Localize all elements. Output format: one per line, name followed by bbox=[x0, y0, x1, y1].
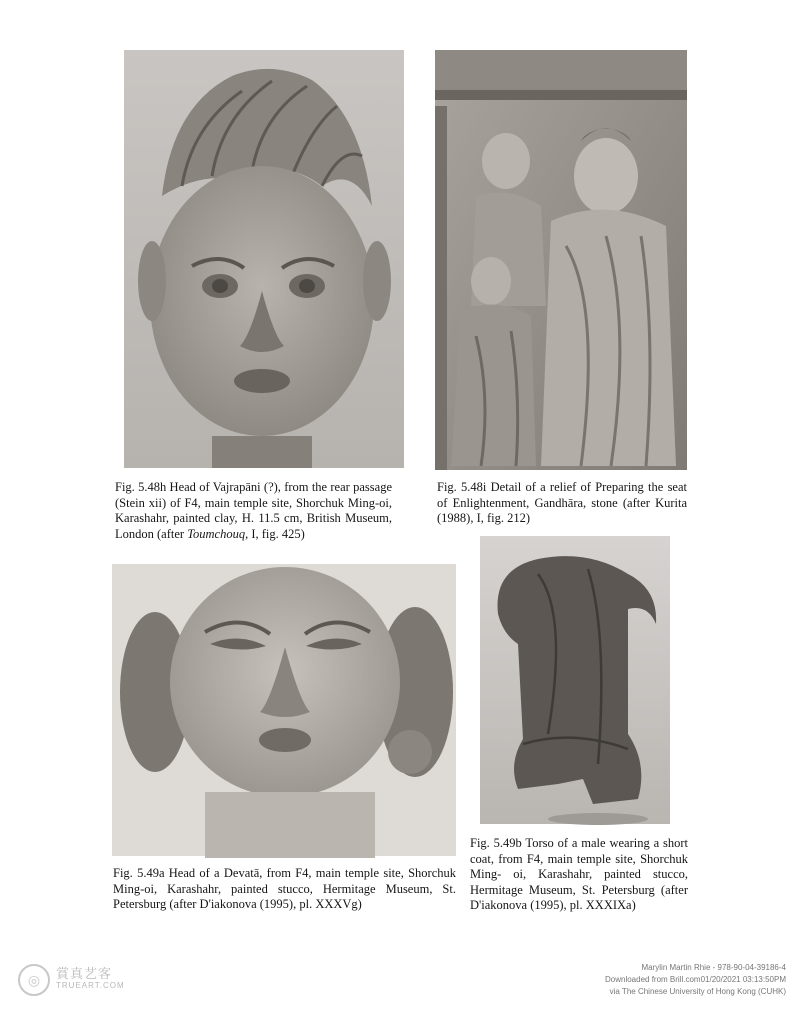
caption-fig-5-49a-text: Fig. 5.49a Head of a Devatā, from F4, main temple site, Shorchuk Ming-oi, Karashahr, painted stucco, Hermitage Museum, St. Petersburg (after D'iakonova (1995), pl. XXXVg) bbox=[113, 866, 456, 911]
photo-vajrapani-head bbox=[122, 46, 406, 470]
caption-fig-5-48i bbox=[437, 480, 687, 527]
caption-fig-5-49a bbox=[113, 866, 456, 913]
caption-fig-5-48h bbox=[115, 480, 392, 542]
male-torso-image bbox=[478, 534, 672, 826]
footer-author-isbn: Marylin Martin Rhie - 978-90-04-39186-4 bbox=[641, 963, 786, 972]
caption-fig-5-49b-text: Fig. 5.49b Torso of a male wearing a short coat, from F4, main temple site, Shorchuk Ming- oi, Karashahr, painted stucco, Hermitage Museum, St. Petersburg (after D'iakonova (1995), pl. XXXIXa) bbox=[470, 836, 688, 912]
gandhara-relief-image bbox=[431, 46, 691, 474]
devata-head-image bbox=[110, 562, 458, 858]
watermark bbox=[18, 964, 125, 996]
caption-fig-5-48h-italic: Toumchouq, bbox=[187, 526, 249, 541]
caption-fig-5-48h-end: I, fig. 425) bbox=[248, 526, 305, 541]
watermark-cn-text: 賞真艺客 bbox=[56, 966, 113, 981]
watermark-en-text: TRUEART.COM bbox=[56, 981, 125, 990]
photo-gandhara-relief bbox=[431, 46, 691, 474]
caption-fig-5-49b bbox=[470, 836, 688, 914]
footer-download-date: Downloaded from Brill.com01/20/2021 03:13:50PM bbox=[605, 975, 786, 984]
watermark-logo-icon: ◎ bbox=[18, 964, 50, 996]
photo-devata-head bbox=[110, 562, 458, 858]
download-footer bbox=[605, 962, 786, 998]
caption-fig-5-48h-text: Fig. 5.48h Head of Vajrapāni (?), from the rear passage (Stein xii) of F4, main temple site, Shorchuk Ming-oi, Karashahr, painted clay, H. 11.5 cm, British Museum, London (after bbox=[115, 480, 392, 541]
caption-fig-5-48i-text: Fig. 5.48i Detail of a relief of Preparing the seat of Enlightenment, Gandhāra, stone (after Kurita (1988), I, fig. 212) bbox=[437, 480, 687, 525]
vajrapani-head-image bbox=[122, 46, 406, 470]
footer-institution: via The Chinese University of Hong Kong (CUHK) bbox=[609, 987, 786, 996]
photo-male-torso bbox=[478, 534, 672, 826]
